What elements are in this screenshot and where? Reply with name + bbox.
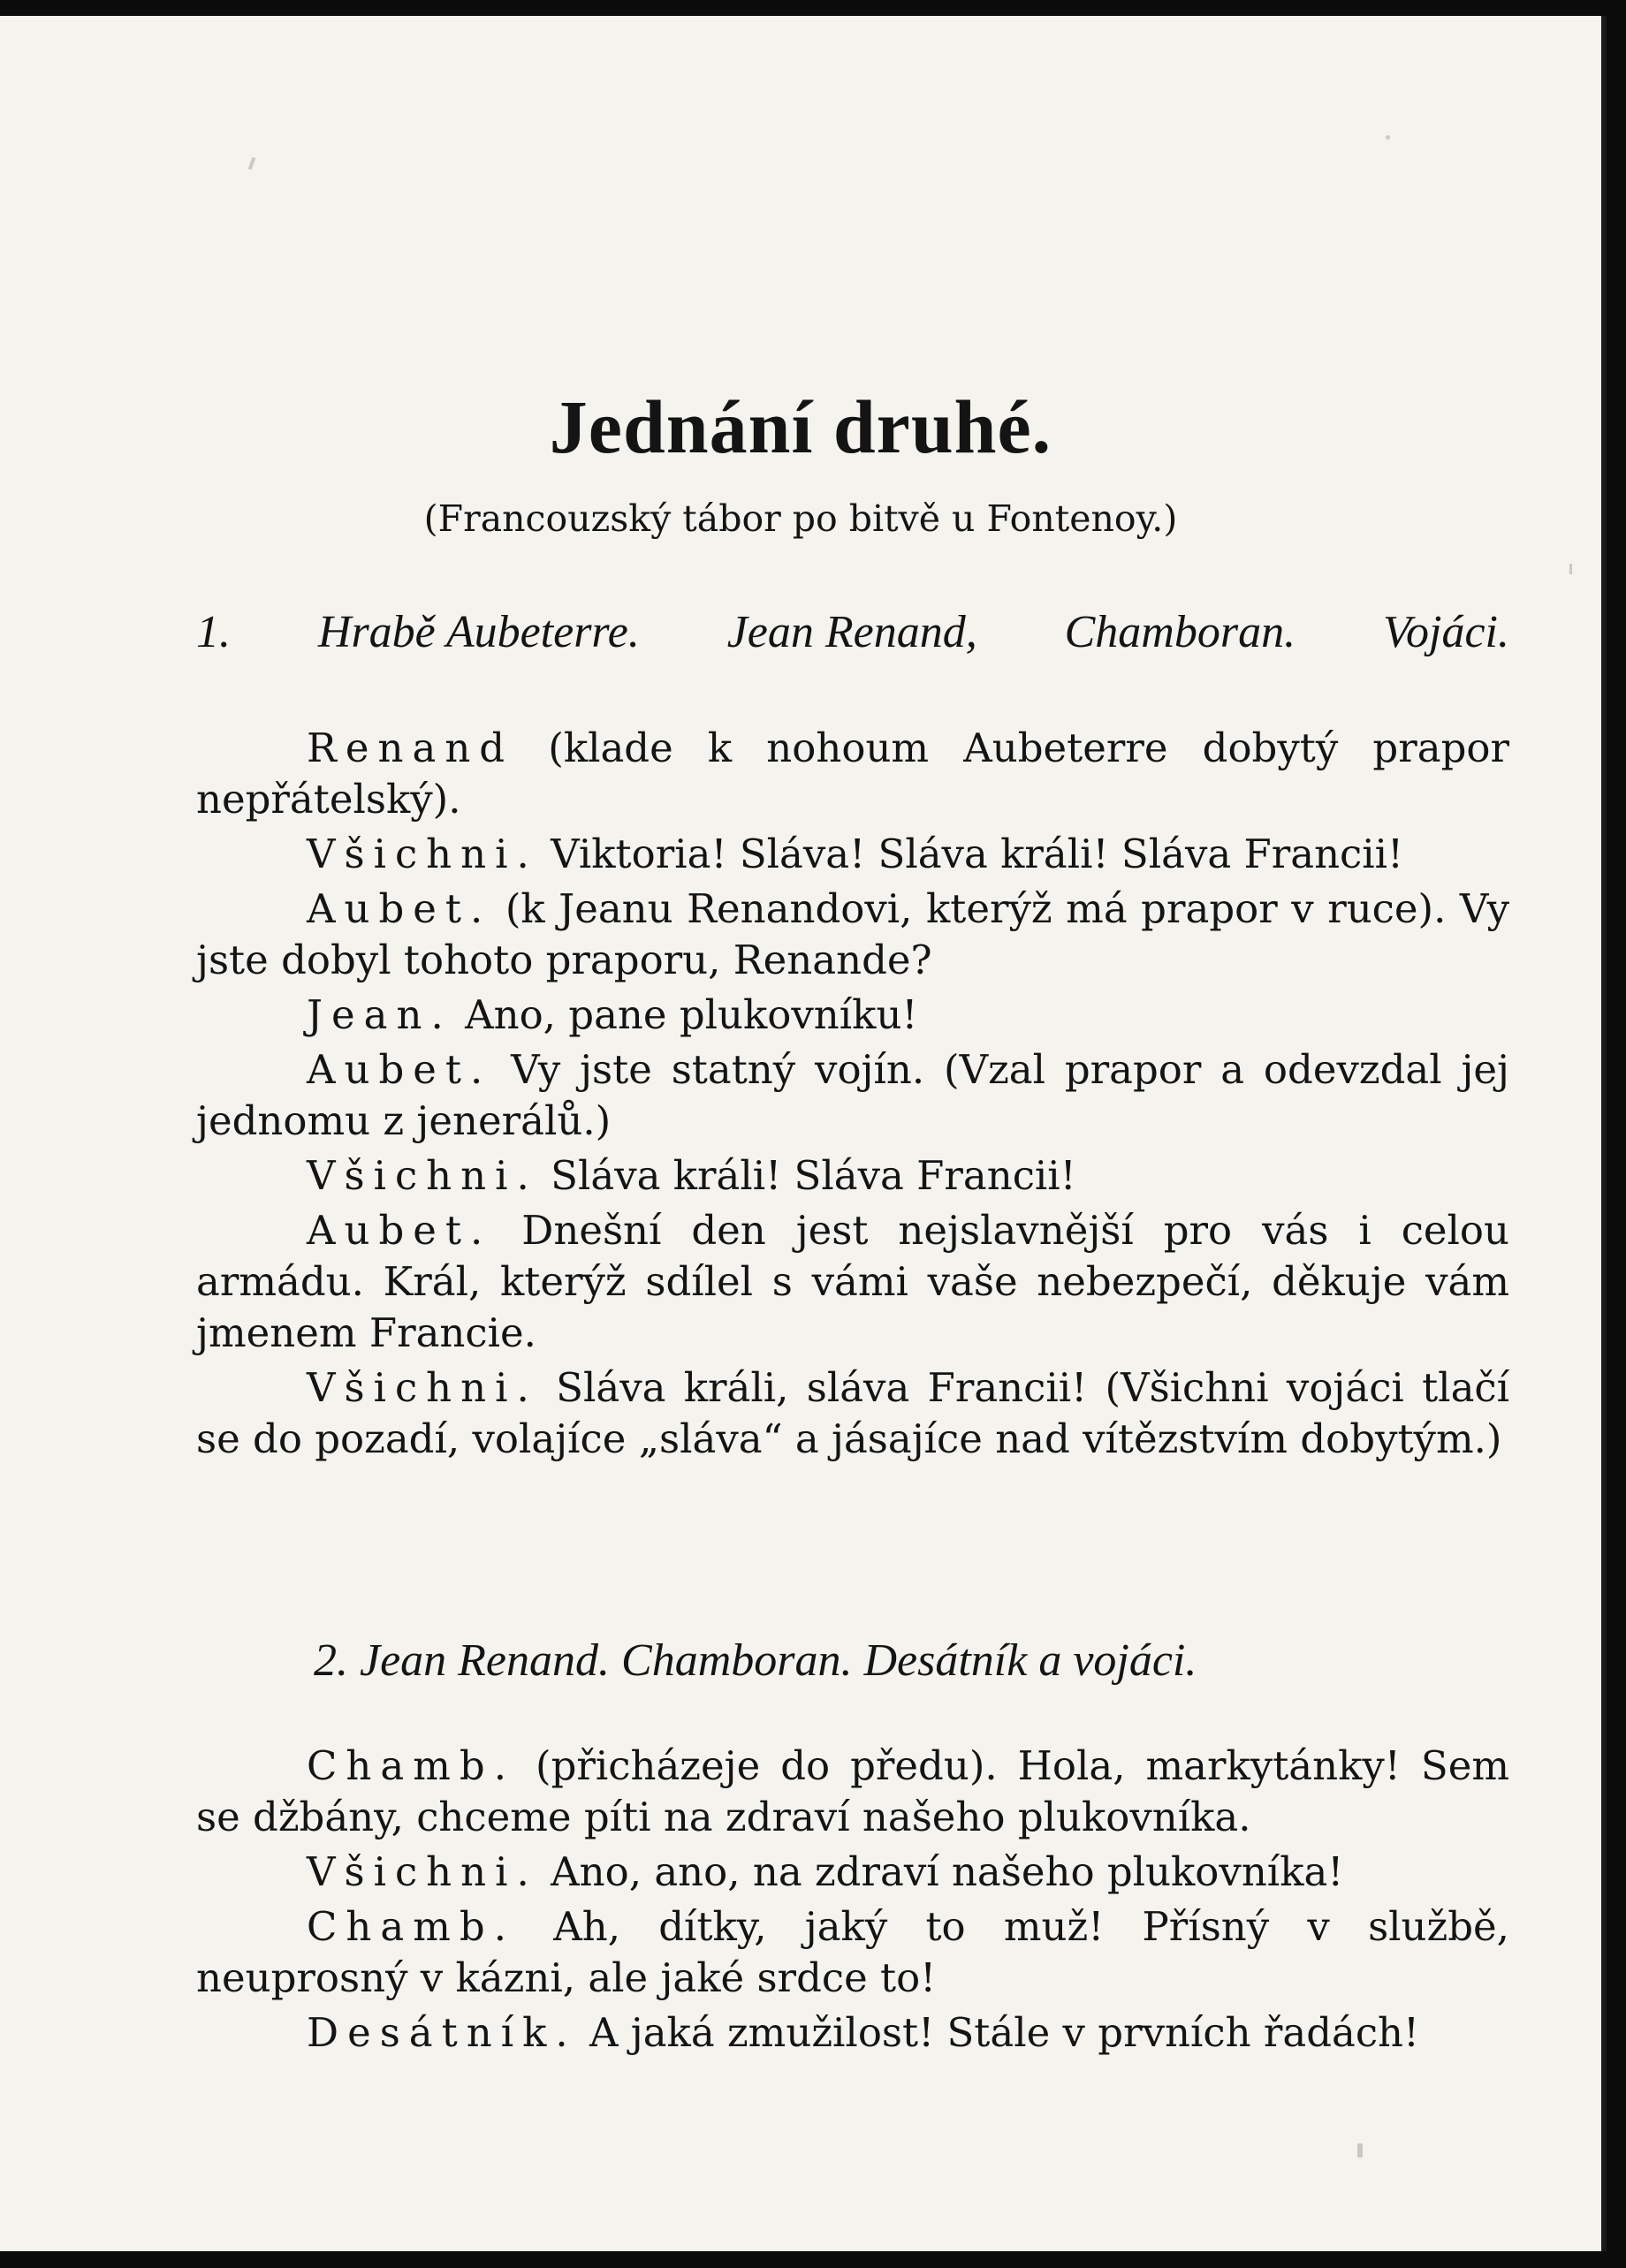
scan-speck [1569, 564, 1572, 574]
scene-1-dialogue [196, 723, 1509, 1468]
dialogue-line [196, 1044, 1509, 1147]
scene-1-character: Hrabě Aubeterre. [317, 607, 640, 657]
line-text: Ano, pane plukovníku! [452, 991, 918, 1038]
speaker-name: Všichni. [307, 1364, 538, 1411]
line-text: Ah, dítky, jaký to muž! Přísný v službě, neuprosný v kázni, ale jaké srdce to! [196, 1903, 1509, 2001]
scene-1-number: 1. [196, 607, 231, 657]
dialogue-line [196, 2007, 1509, 2059]
dialogue-line [196, 1847, 1509, 1898]
speaker-name: Chamb. [307, 1742, 516, 1789]
scan-speck [1357, 2143, 1363, 2158]
scene-1-character: Jean Renand, [726, 607, 977, 657]
scene-1-character: Chamboran. [1064, 607, 1296, 657]
scene-1-heading [196, 606, 1509, 658]
dialogue-line [196, 1741, 1509, 1843]
speaker-name: Všichni. [307, 1152, 538, 1199]
speaker-name: Aubet. [307, 885, 492, 932]
speaker-name: Chamb. [307, 1903, 516, 1950]
dialogue-line [196, 1901, 1509, 2004]
speaker-name: Desátník. [307, 2009, 577, 2056]
speaker-name: Jean. [307, 991, 452, 1038]
line-text: Viktoria! Sláva! Sláva králi! Sláva Francii! [537, 831, 1404, 877]
line-text: Vy jste statný vojín. (Vzal prapor a odevzdal jej jednomu z jenerálů.) [196, 1046, 1509, 1144]
speaker-name: Renand [307, 724, 514, 771]
book-page [0, 16, 1607, 2251]
scene-2-dialogue [196, 1741, 1509, 2062]
speaker-name: Všichni. [307, 831, 538, 877]
line-text: Sláva králi! Sláva Francii! [537, 1152, 1076, 1199]
dialogue-line [196, 1362, 1509, 1465]
dialogue-line [196, 1150, 1509, 1202]
line-text: Dnešní den jest nejslavnější pro vás i celou armádu. Král, kterýž sdílel s vámi vaše nebezpečí, děkuje vám jmenem Francie. [196, 1207, 1509, 1356]
speaker-name: Aubet. [307, 1046, 492, 1093]
speaker-name: Všichni. [307, 1848, 538, 1895]
dialogue-line [196, 990, 1509, 1041]
scene-2-heading: 2. Jean Renand. Chamboran. Desátník a vojáci. [314, 1635, 1197, 1686]
line-text: Ano, ano, na zdraví našeho plukovníka! [537, 1848, 1344, 1895]
line-text: (k Jeanu Renandovi, kterýž má prapor v ruce). Vy jste dobyl tohoto praporu, Renande? [196, 885, 1509, 983]
scene-1-character: Vojáci. [1383, 607, 1509, 657]
dialogue-line [196, 884, 1509, 986]
line-text: A jaká zmužilost! Stále v prvních řadách! [576, 2009, 1420, 2056]
speaker-name: Aubet. [307, 1207, 492, 1254]
dialogue-line [196, 723, 1509, 825]
act-title: Jednání druhé. [549, 384, 1052, 469]
dialogue-line [196, 1205, 1509, 1359]
act-setting: (Francouzský tábor po bitvě u Fontenoy.) [423, 497, 1178, 540]
line-text: (přicházeje do předu). Hola, markytánky! Sem se džbány, chceme píti na zdraví našeho plukovníka. [196, 1742, 1509, 1840]
scan-speck [1386, 135, 1390, 140]
scan-speck [248, 157, 256, 171]
line-text: Sláva králi, sláva Francii! (Všichni vojáci tlačí se do pozadí, volajíce „sláva“ a jásajíce nad vítězstvím dobytým.) [196, 1364, 1509, 1462]
dialogue-line [196, 829, 1509, 880]
line-text: (klade k nohoum Aubeterre dobytý prapor nepřátelský). [196, 724, 1509, 823]
